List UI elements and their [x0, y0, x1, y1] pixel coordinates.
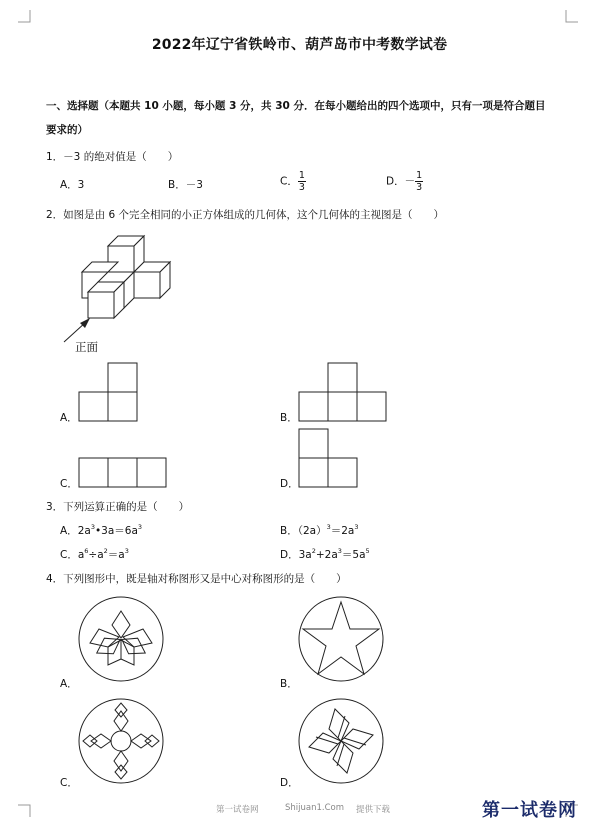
- q4-option-d-figure: [298, 698, 384, 784]
- q1-option-c: [280, 170, 306, 193]
- q2-cube-figure: [50, 228, 190, 348]
- section-heading-line1: 一、选择题（本题共 10 小题，每小题 3 分，共 30 分．在每小题给出的四个选项中，只有一项是符合题目: [46, 100, 546, 112]
- q3-b-rest-exp: 3: [354, 523, 359, 531]
- q1-option-d-fraction: [415, 170, 423, 193]
- q2-option-c-figure: [78, 457, 168, 489]
- q3-d-exp1: 2: [311, 547, 316, 555]
- q3-a-term2: •3a＝6a: [94, 525, 138, 537]
- q3-d-mid: +2a: [315, 549, 338, 561]
- q3-c-exp1: 6: [84, 547, 89, 555]
- brand-logo-text: 第一试卷网: [482, 800, 577, 821]
- q2-option-b-figure: [298, 362, 388, 422]
- q1-c-denominator: 3: [298, 182, 305, 193]
- q1-option-c-fraction: [298, 170, 306, 193]
- footer-site-name: 第一试卷网: [216, 805, 259, 815]
- q1-d-denominator: 3: [416, 182, 423, 193]
- cube-right-front: [134, 272, 160, 298]
- q2-option-d: D．: [280, 478, 299, 490]
- q3-option-b: [280, 524, 358, 538]
- footer-site-url[interactable]: Shijuan1.Com: [285, 803, 345, 813]
- q4-option-a: A．: [60, 678, 78, 690]
- q3-a-exp1: 3: [90, 523, 95, 531]
- q2-option-b: B．: [280, 412, 298, 424]
- q2-option-a-figure: [78, 362, 138, 422]
- q3-option-c: [60, 548, 129, 562]
- q3-a-label: A．: [60, 525, 78, 537]
- q1-option-d-label: D．－: [386, 175, 416, 188]
- q3-c-exp3: 3: [124, 547, 129, 555]
- cube-front1-front: [88, 292, 114, 318]
- q4-option-a-figure: [78, 596, 164, 682]
- q3-c-mid: ÷a: [88, 549, 104, 561]
- q3-c-label: C．a: [60, 549, 85, 561]
- q3-option-d: [280, 548, 370, 562]
- q3-a-exp2: 3: [137, 523, 143, 531]
- q1-stem: 1．－3 的绝对值是（ ）: [46, 151, 179, 163]
- q4-option-b: B．: [280, 678, 298, 690]
- q3-c-rest: ＝a: [107, 549, 125, 561]
- q1-option-b: B．－3: [168, 179, 203, 191]
- q3-d-exp2: 3: [337, 547, 342, 555]
- q1-d-numerator: 1: [416, 170, 423, 181]
- page-title: 2022年辽宁省铁岭市、葫芦岛市中考数学试卷: [151, 37, 448, 53]
- q4-option-b-figure: [298, 596, 384, 682]
- q3-a-term1: 2a: [77, 525, 91, 537]
- q1-option-d: [386, 170, 423, 193]
- q2-option-c: C．: [60, 478, 78, 490]
- q4-option-c-figure: [78, 698, 164, 784]
- q3-b-rest: ＝2a: [330, 525, 355, 537]
- q1-option-c-label: C．: [280, 175, 298, 188]
- q3-b-exp: 3: [326, 523, 331, 531]
- q1-option-a: A．3: [60, 179, 85, 191]
- footer-download-text: 提供下载: [356, 805, 391, 815]
- q2-stem: 2．如图是由 6 个完全相同的小正方体组成的几何体，这个几何体的主视图是（ ）: [46, 209, 445, 221]
- q2-option-a: A．: [60, 412, 78, 424]
- q4-option-d: D．: [280, 777, 299, 789]
- q1-c-numerator: 1: [298, 170, 305, 181]
- q3-d-label: D．3a: [280, 549, 312, 561]
- front-view-label: 正面: [75, 340, 98, 354]
- q4-stem: 4．下列图形中，既是轴对称图形又是中心对称图形的是（ ）: [46, 573, 347, 585]
- q3-d-exp3: 5: [365, 547, 370, 555]
- q3-c-exp2: 2: [103, 547, 108, 555]
- q3-b-label: B．（2a）: [280, 525, 327, 537]
- q3-stem: 3．下列运算正确的是（ ）: [46, 501, 190, 513]
- q3-d-rest: ＝5a: [341, 549, 366, 561]
- q4-option-c: C．: [60, 777, 78, 789]
- q2-option-d-figure: [298, 428, 358, 488]
- section-heading-line2: 要求的）: [46, 124, 88, 136]
- q3-option-a: [60, 524, 142, 538]
